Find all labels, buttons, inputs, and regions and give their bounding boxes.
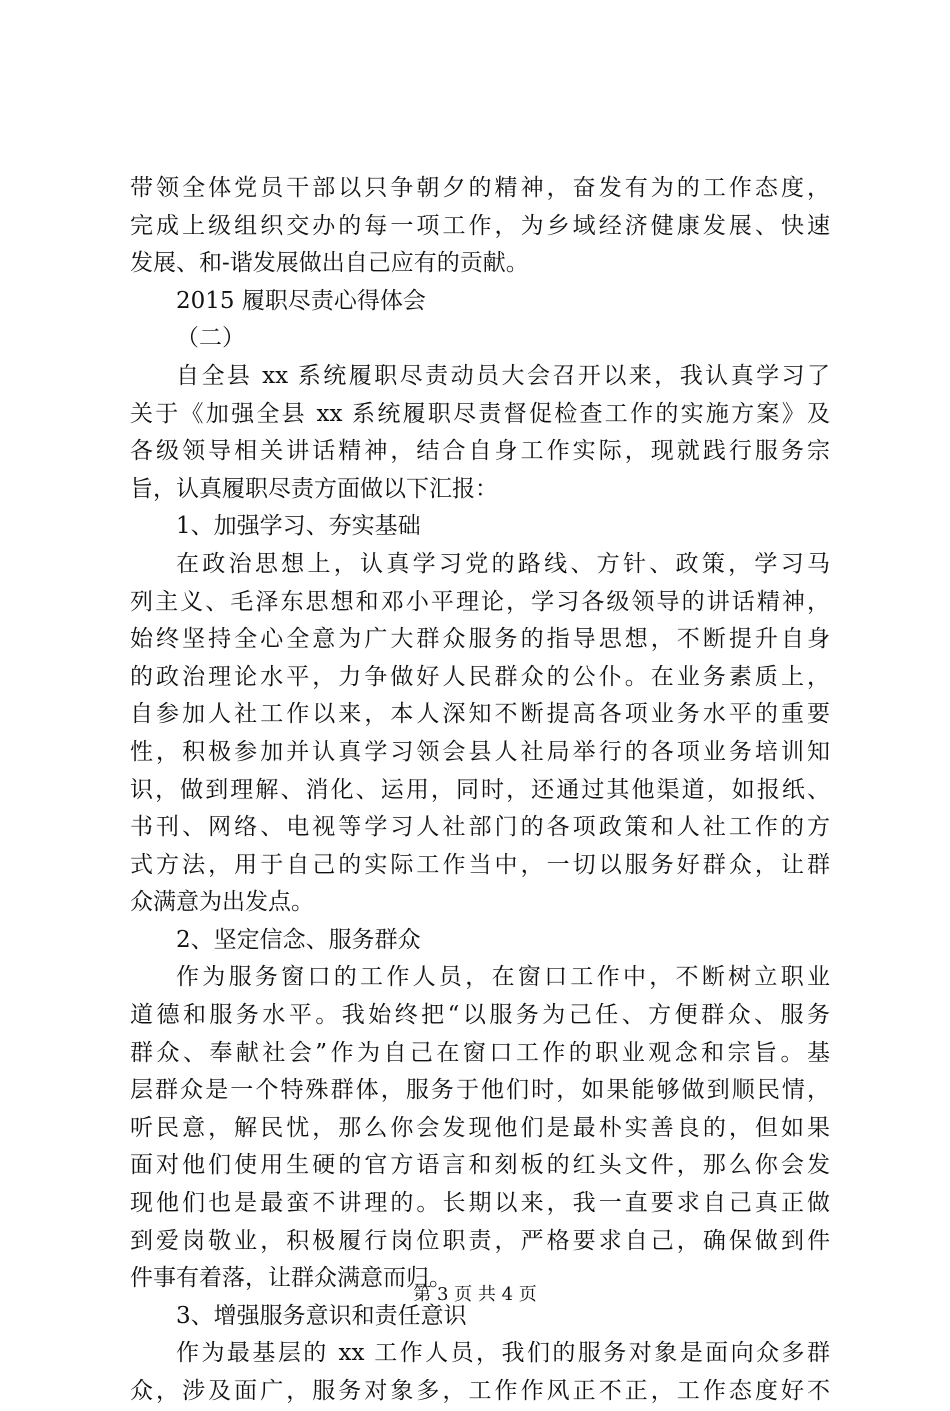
text-line: 作为最基层的 xx 工作人员，我们的服务对象是面向众多群 bbox=[176, 1340, 830, 1367]
text-line: 列主义、毛泽东思想和邓小平理论，学习各级领导的讲话精神， bbox=[130, 588, 830, 615]
text-line: 的政治理论水平，力争做好人民群众的公仆。在业务素质上， bbox=[130, 663, 830, 690]
text-line: 道德和服务水平。我始终把“以服务为己任、方便群众、服务 bbox=[130, 1002, 830, 1029]
text-line: 众，涉及面广，服务对象多，工作作风正不正，工作态度好不 bbox=[130, 1378, 830, 1404]
text-line: 层群众是一个特殊群体，服务于他们时，如果能够做到顺民情， bbox=[130, 1077, 830, 1104]
text-line: 作为服务窗口的工作人员，在窗口工作中，不断树立职业 bbox=[176, 964, 830, 991]
text-line: 在政治思想上，认真学习党的路线、方针、政策，学习马 bbox=[176, 550, 830, 577]
text-line: 关于《加强全县 xx 系统履职尽责督促检查工作的实施方案》及 bbox=[130, 400, 830, 427]
text-line: 旨，认真履职尽责方面做以下汇报： bbox=[130, 475, 498, 502]
section-heading: 2015 履职尽责心得体会 bbox=[176, 287, 426, 314]
text-line: 式方法，用于自己的实际工作当中，一切以服务好群众，让群 bbox=[130, 851, 830, 878]
section-heading: 2、坚定信念、服务群众 bbox=[176, 926, 421, 953]
text-line: 自全县 xx 系统履职尽责动员大会召开以来，我认真学习了 bbox=[176, 362, 830, 389]
text-line: 自参加人社工作以来，本人深知不断提高各项业务水平的重要 bbox=[130, 701, 830, 728]
text-line: 群众、奉献社会”作为自己在窗口工作的职业观念和宗旨。基 bbox=[130, 1039, 830, 1066]
text-line: 件事有着落，让群众满意而归。 bbox=[130, 1265, 452, 1292]
text-line: 书刊、网络、电视等学习人社部门的各项政策和人社工作的方 bbox=[130, 814, 830, 841]
text-line: 现他们也是最蛮不讲理的。长期以来，我一直要求自己真正做 bbox=[130, 1190, 830, 1217]
text-line: 各级领导相关讲话精神，结合自身工作实际，现就践行服务宗 bbox=[130, 438, 830, 465]
section-heading: 1、加强学习、夯实基础 bbox=[176, 513, 421, 540]
section-heading: 3、增强服务意识和责任意识 bbox=[176, 1302, 467, 1329]
text-line: 到爱岗敬业，积极履行岗位职责，严格要求自己，确保做到件 bbox=[130, 1227, 830, 1254]
text-line: 听民意，解民忧，那么你会发现他们是最朴实善良的，但如果 bbox=[130, 1114, 830, 1141]
section-heading: （二） bbox=[176, 325, 245, 352]
text-line: 完成上级组织交办的每一项工作，为乡域经济健康发展、快速 bbox=[130, 212, 830, 239]
text-line: 面对他们使用生硬的官方语言和刻板的红头文件，那么你会发 bbox=[130, 1152, 830, 1179]
text-line: 带领全体党员干部以只争朝夕的精神，奋发有为的工作态度， bbox=[130, 175, 830, 201]
page-footer: 第 3 页 共 4 页 bbox=[413, 1284, 537, 1305]
text-line: 众满意为出发点。 bbox=[130, 889, 314, 916]
text-line: 性，积极参加并认真学习领会县人社局举行的各项业务培训知 bbox=[130, 738, 830, 765]
text-line: 发展、和-谐发展做出自己应有的贡献。 bbox=[130, 250, 529, 277]
text-line: 始终坚持全心全意为广大群众服务的指导思想，不断提升自身 bbox=[130, 626, 830, 653]
text-line: 识，做到理解、消化、运用，同时，还通过其他渠道，如报纸、 bbox=[130, 776, 830, 803]
document-body bbox=[130, 170, 830, 1411]
